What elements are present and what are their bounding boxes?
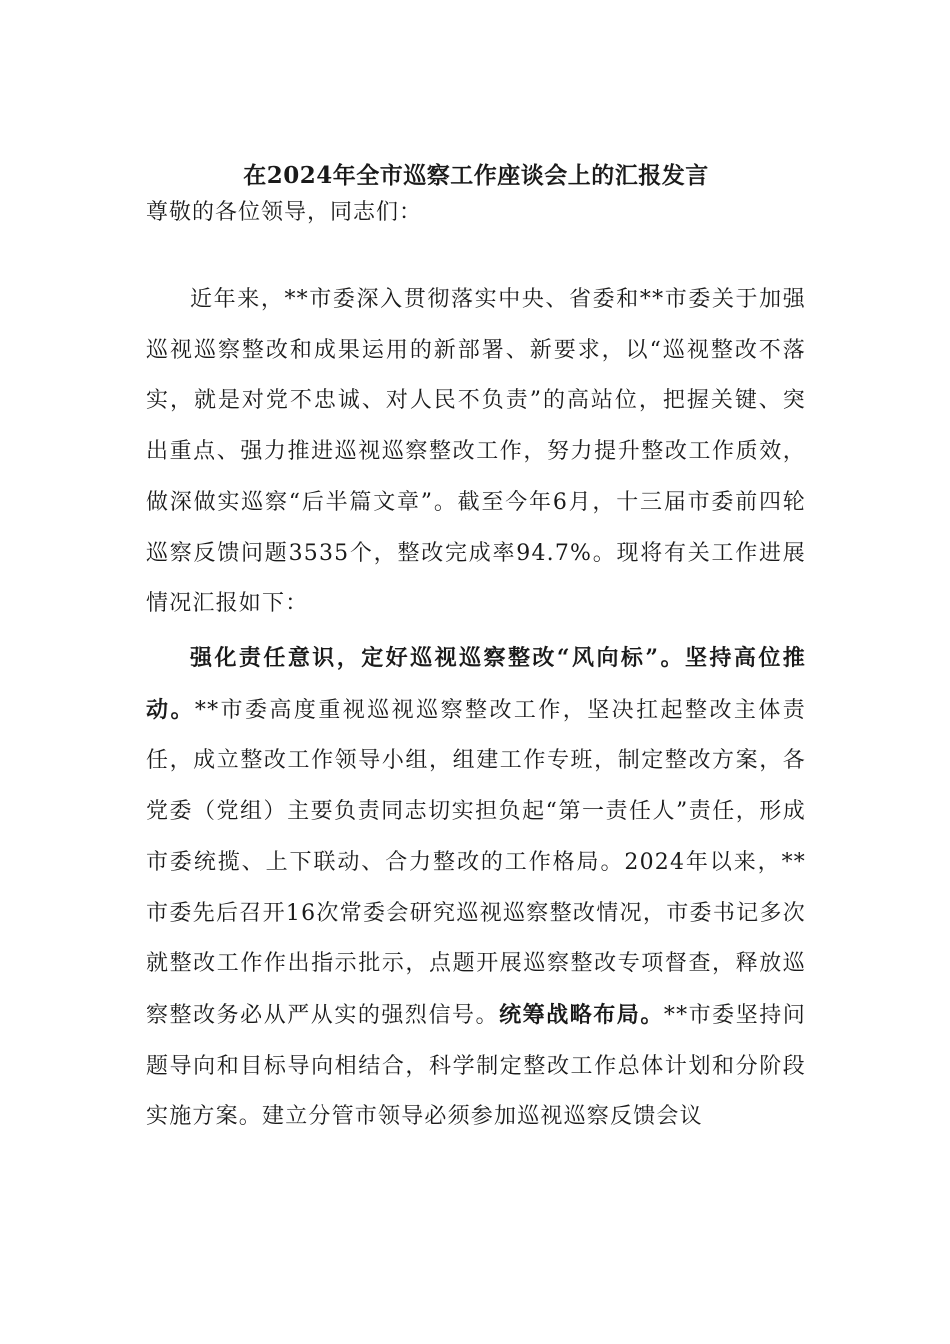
paragraph-text-1: **市委高度重视巡视巡察整改工作，坚决扛起整改主体责任，成立整改工作领导小组，组建工作专班，制定整改方案，各党委（党组）主要负责同志切实担负起“第一责任人”责任，形成市委统揽、上下联动、合力整改的工作格局。2024年以来，**市委先后召开16次常委会研究巡视巡察整改情况，市委书记多次就整改工作作出指示批示，点题开展巡察整改专项督查，释放巡察整改务必从严从实的强烈信号。 xyxy=(146,697,807,1028)
paragraph-responsibility xyxy=(146,633,806,1143)
document-title: 在2024年全市巡察工作座谈会上的汇报发言 xyxy=(243,162,709,189)
subheading-strategic-layout: 统筹战略布局。 xyxy=(499,1001,664,1028)
salutation: 尊敬的各位领导，同志们： xyxy=(146,200,423,225)
paragraph-text-2: **市委坚持问题导向和目标导向相结合，科学制定整改工作总体计划和分阶段实施方案。建立分管市领导必须参加巡视巡察反馈会议 xyxy=(146,1002,806,1130)
subheading-high-level-push: 坚持高位推动。 xyxy=(146,645,806,723)
paragraph-intro: 近年来，**市委深入贯彻落实中央、省委和**市委关于加强巡视巡察整改和成果运用的新部署、新要求，以“巡视整改不落实，就是对党不忠诚、对人民不负责”的高站位，把握关键、突出重点、强力推进巡视巡察整改工作，努力提升整改工作质效，做深做实巡察“后半篇文章”。截至今年6月，十三届市委前四轮巡察反馈问题3535个，整改完成率94.7%。现将有关工作进展情况汇报如下： xyxy=(146,287,806,617)
section-heading: 强化责任意识，定好巡视巡察整改“风向标”。 xyxy=(190,645,685,671)
